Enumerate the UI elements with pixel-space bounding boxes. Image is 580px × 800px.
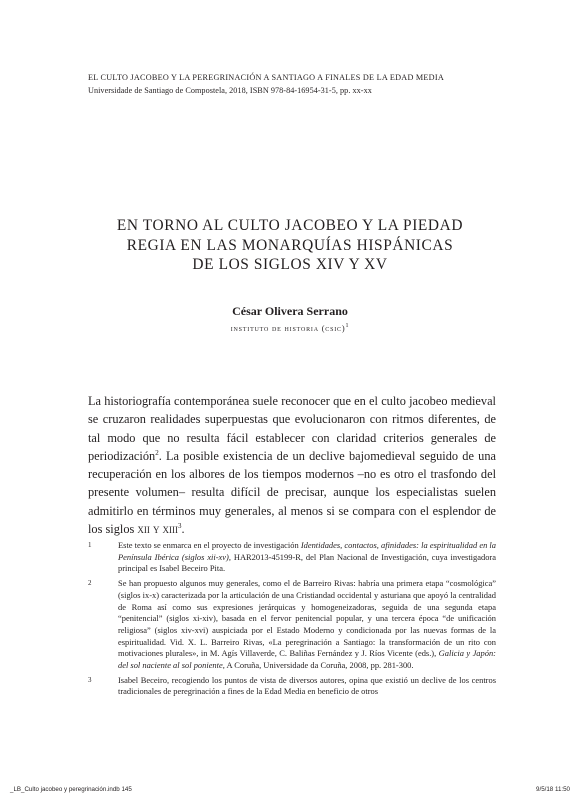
author-affiliation	[60, 323, 520, 333]
footnote-ref: 1	[345, 323, 350, 329]
running-head-title: EL CULTO JACOBEO Y LA PEREGRINACIÓN A SANTIAGO A FINALES DE LA EDAD MEDIA	[88, 73, 444, 82]
footnote	[88, 675, 496, 698]
footnote-ref: 3	[178, 521, 182, 530]
author-name: César Olivera Serrano	[232, 304, 348, 318]
footnote-text: Este texto se enmarca en el proyecto de investigación Identidades, contactos, afinidades: la espiritualidad en la Península Ibérica (siglos xii-xv), HAR2013-45199-R, del Plan Nacional de Investigación, cuya investigadora principal es Isabel Beceiro Pita.	[118, 540, 496, 574]
slug-filename: _LB_Culto jacobeo y peregrinación.indb 145	[10, 786, 132, 793]
affiliation-text: instituto de historia (csic)	[230, 323, 346, 333]
title-line-1: EN TORNO AL CULTO JACOBEO Y LA PIEDAD	[116, 217, 464, 234]
body-text: . La posible existencia de un declive bajomedieval seguido de una recuperación en los albores de los tiempos modernos –no es otro el trasfondo del presente volumen– resulta difícil de precisar, aunque los especialistas suelen admitirlo en términos muy generales, al menos si se compara con el esplendor de los siglos	[88, 448, 496, 537]
body-text: La historiografía contemporánea suele reconocer que en el culto jacobeo medieval se cruzaron realidades superpuestas que evolucionaron con ritmos diferentes, de tal modo que no resulta fácil establecer con claridad criterios generales de periodización	[88, 394, 496, 463]
footnote	[88, 540, 496, 575]
running-head-publication: Universidade de Santiago de Compostela, 2018, ISBN 978-84-16954-31-5, pp. xx-xx	[88, 86, 372, 95]
footnote-text: Isabel Beceiro, recogiendo los puntos de vista de diversos autores, opina que existió un declive de los centros tradicionales de peregrinación a fines de la Edad Media en beneficio de otros	[118, 674, 496, 697]
body-text: .	[181, 522, 185, 537]
footnote-ref: 2	[155, 448, 159, 457]
article-title	[60, 216, 520, 275]
body-text-smallcaps: xii y xiii	[137, 522, 179, 537]
footnotes	[88, 540, 496, 701]
running-head	[88, 71, 508, 97]
footnote	[88, 578, 496, 672]
title-line-2: REGIA EN LAS MONARQUÍAS HISPÁNICAS	[126, 236, 454, 254]
footnote-number: 1	[88, 541, 92, 549]
slug-datetime: 9/5/18 11:50	[536, 786, 570, 793]
title-line-3: DE LOS SIGLOS XIV Y XV	[192, 256, 388, 273]
body-paragraph	[88, 392, 496, 538]
footnote-number: 2	[88, 579, 92, 588]
footnote-number: 3	[88, 675, 92, 684]
footnote-text: Se han propuesto algunos muy generales, como el de Barreiro Rivas: habría una primera etapa “cosmológica” (siglos ix-x) caracterizada por la articulación de una Cristiandad occidental y asturiana que apoyó la centralidad de Roma así como sus expresiones jerárquicas y homogeneizadoras, seguida de una segunda etapa “penitencial” (siglos xi-xiv), basada en el fervor penitencial popular, y una tercera época “de unificación religiosa” (siglos xiv-xvi) auspiciada por el Estado Moderno y condicionada por las nuevas formas de la espiritualidad. Vid. X. L. Barreiro Rivas, «La peregrinación a Santiago: la transformación de un rito con motivaciones plurales», in M. Agís Villaverde, C. Baliñas Fernández y J. Ríos Vicente (eds.), Galicia y Japón: del sol naciente al sol poniente, A Coruña, Universidade da Coruña, 2008, pp. 281-300.	[118, 578, 496, 671]
